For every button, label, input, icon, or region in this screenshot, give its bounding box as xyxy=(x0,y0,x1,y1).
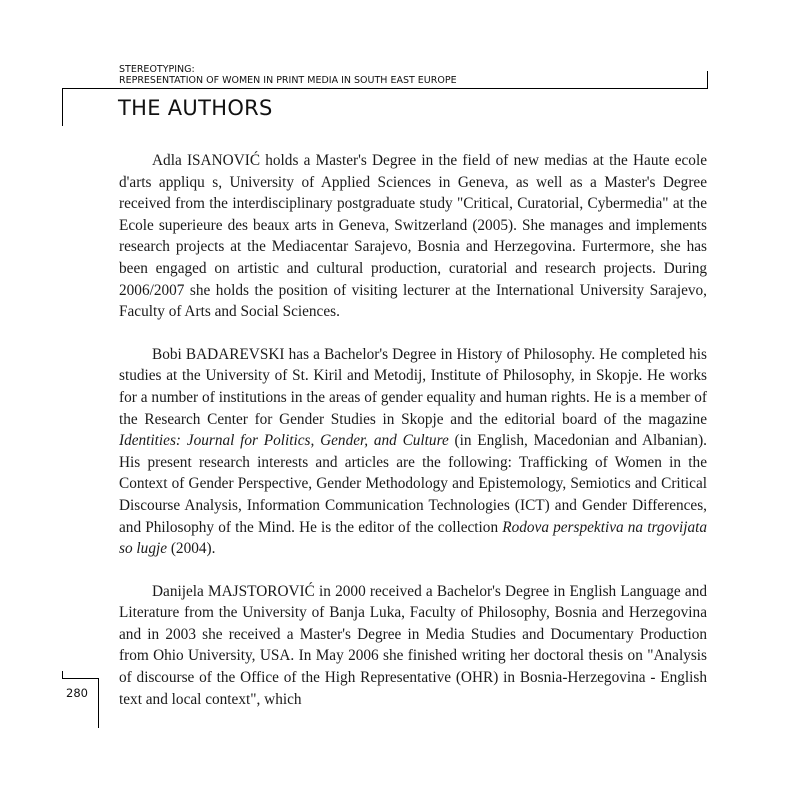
author-paragraph-majstorovic: Danijela MAJSTOROVIĆ in 2000 received a Bachelor's Degree in English Language and Literature from the University of Banja Luka, Faculty of Philosophy, Bosnia and Herzegovina and in 2003 she received a Master's Degree in Media Studies and Documentary Production from Ohio University, USA. In May 2006 she finished writing her doctoral thesis on "Analysis of discourse of the Office of the High Representative (OHR) in Bosnia-Herzegovina - English text and local context", which xyxy=(119,582,707,708)
header-rule-right-tick xyxy=(707,71,708,89)
page-number: 280 xyxy=(66,686,88,700)
book-title: Rodova perspektiva na trgovijata so lugje xyxy=(119,518,707,558)
body-text xyxy=(119,150,707,731)
page-number-rule xyxy=(62,678,99,679)
running-header-line-2: REPRESENTATION OF WOMEN IN PRINT MEDIA IN SOUTH EAST EUROPE xyxy=(119,75,457,86)
page-title: THE AUTHORS xyxy=(118,96,273,120)
author-paragraph-isanovic: Adla ISANOVIĆ holds a Master's Degree in the field of new medias at the Haute ecole d'arts appliqu s, University of Applied Sciences in Geneva, as well as a Master's Degree received from the interdisciplinary postgraduate study "Critical, Curatorial, Cybermedia" at the Ecole superieure des beaux arts in Geneva, Switzerland (2005). She manages and implements research projects at the Mediacentar Sarajevo, Bosnia and Herzegovina. Furtermore, she has been engaged on artistic and cultural production, curatorial and research projects. During 2006/2007 she holds the position of visiting lecturer at the International University Sarajevo, Faculty of Arts and Social Sciences. xyxy=(119,152,707,321)
running-header-line-1: STEREOTYPING: xyxy=(119,64,195,75)
paragraph-text: (2004). xyxy=(167,540,216,558)
running-header xyxy=(119,64,457,86)
author-paragraph-badarevski xyxy=(119,344,707,560)
page-number-rule-right xyxy=(98,678,99,728)
page-number-rule-left-tick xyxy=(62,671,63,679)
paragraph-text: Bobi BADAREVSKI has a Bachelor's Degree in History of Philosophy. He completed his studies at the University of St. Kiril and Metodij, Institute of Philosophy, in Skopje. He works for a number of institutions in the areas of gender equality and human rights. He is a member of the Research Center for Gender Studies in Skopje and the editorial board of the magazine xyxy=(119,345,707,428)
paragraph-text: (in English, Macedonian and Albanian). His present research interests and articles are the following: Trafficking of Women in the Context of Gender Perspective, Gender Methodology and Epistemology, Semiotics and Critical Discourse Analysis, Information Communication Technologies (ICT) and Gender Differences, and Philosophy of the Mind. He is the editor of the collection xyxy=(119,432,707,536)
header-rule xyxy=(62,88,708,89)
journal-title: Identities: Journal for Politics, Gender, and Culture xyxy=(119,432,449,450)
header-rule-left-tick xyxy=(62,88,63,126)
